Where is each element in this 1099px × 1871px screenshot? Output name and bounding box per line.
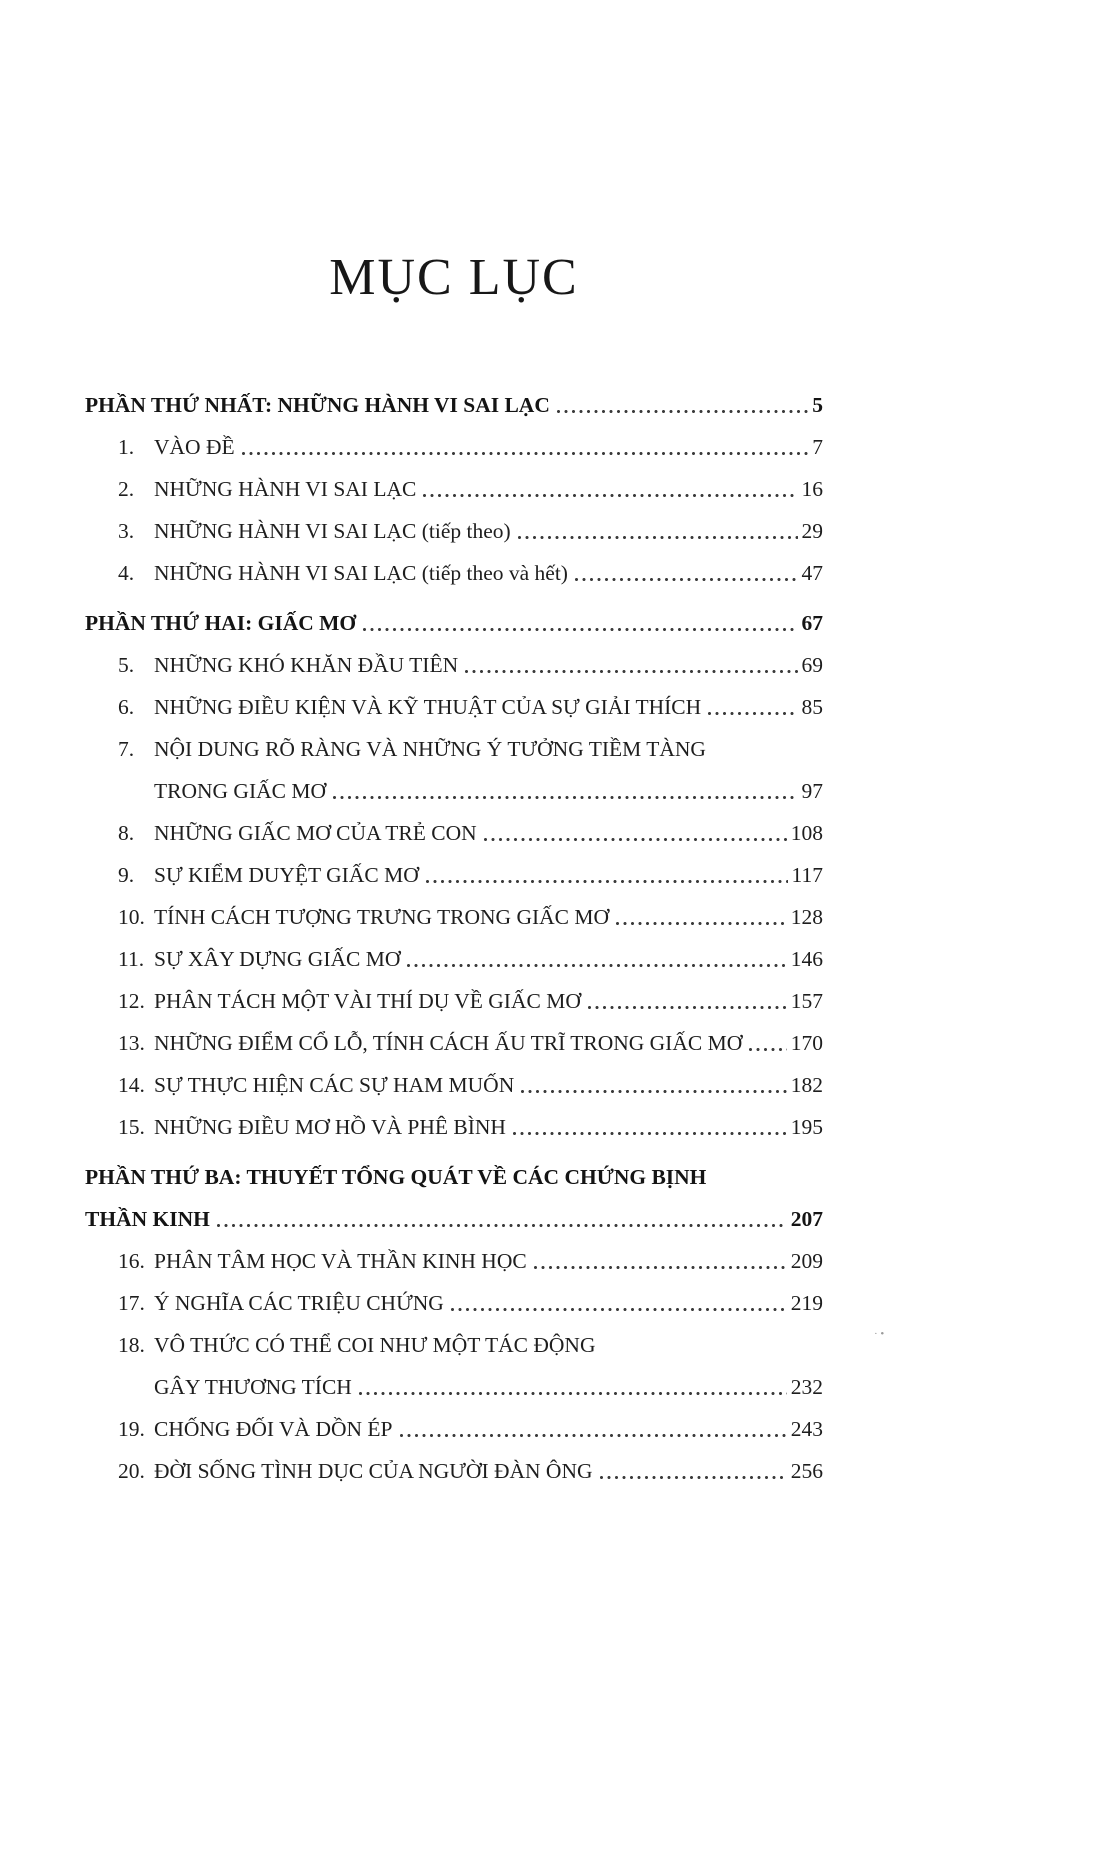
toc-item-title: CHỐNG ĐỐI VÀ DỒN ÉP (154, 1417, 393, 1441)
toc-item-number: 5. (118, 653, 135, 677)
toc-item-title: NỘI DUNG RÕ RÀNG VÀ NHỮNG Ý TƯỞNG TIỀM TÀNG (154, 737, 706, 761)
dot-leader (609, 902, 790, 932)
toc-item-title: VÔ THỨC CÓ THỂ COI NHƯ MỘT TÁC ĐỘNG (154, 1333, 596, 1357)
toc-item-title: NHỮNG HÀNH VI SAI LẠC (154, 477, 417, 501)
toc-page-number: 232 (790, 1375, 823, 1399)
toc-page-number: 69 (801, 653, 823, 677)
toc-item-number: 20. (118, 1459, 145, 1483)
dot-leader (235, 432, 812, 462)
toc-item-title: NHỮNG KHÓ KHĂN ĐẦU TIÊN (154, 653, 459, 677)
toc-item-title: SỰ THỰC HIỆN CÁC SỰ HAM MUỐN (154, 1073, 515, 1097)
toc-item-number: 7. (118, 737, 135, 761)
toc-item-number: 12. (118, 989, 145, 1013)
dot-leader (400, 944, 789, 974)
dot-leader (568, 558, 801, 588)
toc-section-title: PHẦN THỨ HAI: GIẤC MƠ (85, 611, 357, 635)
dot-leader (581, 986, 790, 1016)
toc-section-heading (85, 1204, 823, 1234)
toc-item-number: 10. (118, 905, 145, 929)
toc-item (85, 432, 823, 462)
toc-page-number: 256 (790, 1459, 823, 1483)
toc-item (85, 1112, 823, 1142)
dot-leader (701, 692, 800, 722)
toc-item-number: 1. (118, 435, 135, 459)
toc-item (85, 1288, 823, 1318)
toc-section-heading (85, 390, 823, 420)
toc-page-number: 29 (801, 519, 823, 543)
toc-item (85, 818, 823, 848)
toc-item (85, 986, 823, 1016)
toc-item-number: 19. (118, 1417, 145, 1441)
dot-leader (458, 650, 800, 680)
toc-item-title: NHỮNG ĐIỂM CỔ LỖ, TÍNH CÁCH ẤU TRĨ TRONG GIẤC MƠ (154, 1031, 743, 1055)
dot-leader (326, 776, 801, 806)
dot-leader (527, 1246, 790, 1276)
scan-artifact: · • (874, 1328, 885, 1340)
toc-page-number: 207 (790, 1207, 823, 1231)
toc-item-title: PHÂN TÁCH MỘT VÀI THÍ DỤ VỀ GIẤC MƠ (154, 989, 581, 1013)
toc-item (85, 1372, 823, 1402)
toc-page-number: 182 (790, 1073, 823, 1097)
toc-page-number: 97 (801, 779, 823, 803)
toc-item (85, 692, 823, 722)
toc-page-number: 170 (790, 1031, 823, 1055)
toc-item-title: Ý NGHĨA CÁC TRIỆU CHỨNG (154, 1291, 444, 1315)
dot-leader (593, 1456, 790, 1486)
toc-item-title: PHÂN TÂM HỌC VÀ THẦN KINH HỌC (154, 1249, 527, 1273)
dot-leader (550, 390, 811, 420)
dot-leader (356, 608, 800, 638)
toc-item-number: 14. (118, 1073, 145, 1097)
toc-item-title: NHỮNG HÀNH VI SAI LẠC (tiếp theo) (154, 519, 511, 543)
toc-section-title: PHẦN THỨ NHẤT: NHỮNG HÀNH VI SAI LẠC (85, 393, 550, 417)
toc-page-number: 47 (801, 561, 823, 585)
toc-item (85, 902, 823, 932)
dot-leader (514, 1070, 790, 1100)
dot-leader (477, 818, 790, 848)
dot-leader (419, 860, 791, 890)
toc-item-number: 4. (118, 561, 135, 585)
dot-leader (742, 1028, 790, 1058)
toc-page-number: 209 (790, 1249, 823, 1273)
toc-item (85, 776, 823, 806)
toc-page-number: 157 (790, 989, 823, 1013)
toc-page-number: 67 (801, 611, 823, 635)
toc-item-title: NHỮNG ĐIỀU KIỆN VÀ KỸ THUẬT CỦA SỰ GIẢI THÍCH (154, 695, 702, 719)
toc-page-number: 146 (790, 947, 823, 971)
toc-item-number: 8. (118, 821, 135, 845)
toc-page-number: 108 (790, 821, 823, 845)
toc-page-number: 5 (812, 393, 823, 417)
toc-item-number: 9. (118, 863, 135, 887)
toc-page-number: 195 (790, 1115, 823, 1139)
toc-item (85, 1028, 823, 1058)
toc-item (85, 474, 823, 504)
toc-item (85, 1070, 823, 1100)
toc-item-number: 13. (118, 1031, 145, 1055)
toc-page-number: 117 (791, 863, 823, 887)
toc-item-number: 18. (118, 1333, 145, 1357)
toc-item-number: 6. (118, 695, 135, 719)
toc-page-number: 85 (801, 695, 823, 719)
toc-item-title: ĐỜI SỐNG TÌNH DỤC CỦA NGƯỜI ĐÀN ÔNG (154, 1459, 593, 1483)
toc-item (85, 734, 823, 764)
dot-leader (506, 1112, 790, 1142)
toc-page-number: 219 (790, 1291, 823, 1315)
toc-section (85, 390, 823, 588)
dot-leader (393, 1414, 790, 1444)
toc-item-title: GÂY THƯƠNG TÍCH (154, 1375, 352, 1399)
toc-item-title: NHỮNG HÀNH VI SAI LẠC (tiếp theo và hết) (154, 561, 568, 585)
toc-item-number: 16. (118, 1249, 145, 1273)
toc-section (85, 1162, 823, 1486)
toc-item-title: SỰ KIỂM DUYỆT GIẤC MƠ (154, 863, 419, 887)
toc-item-number: 11. (118, 947, 145, 971)
toc-item-number: 17. (118, 1291, 145, 1315)
toc-item (85, 944, 823, 974)
toc-page-number: 243 (790, 1417, 823, 1441)
toc-item-title: NHỮNG GIẤC MƠ CỦA TRẺ CON (154, 821, 477, 845)
toc-page-number: 128 (790, 905, 823, 929)
toc-item (85, 1414, 823, 1444)
dot-leader (352, 1372, 790, 1402)
toc-page-number: 16 (801, 477, 823, 501)
toc-item (85, 1456, 823, 1486)
toc-section-title: PHẦN THỨ BA: THUYẾT TỔNG QUÁT VỀ CÁC CHỨNG BỊNH (85, 1165, 707, 1189)
toc-item (85, 516, 823, 546)
toc-item (85, 1246, 823, 1276)
dot-leader (444, 1288, 790, 1318)
toc-item (85, 558, 823, 588)
toc-section (85, 608, 823, 1142)
toc-item-number: 15. (118, 1115, 145, 1139)
toc-section-title: THẦN KINH (85, 1207, 210, 1231)
toc-item-title: TRONG GIẤC MƠ (154, 779, 326, 803)
toc-item-number: 3. (118, 519, 135, 543)
toc-section-heading (85, 1162, 823, 1192)
dot-leader (511, 516, 801, 546)
toc-item-number: 2. (118, 477, 135, 501)
dot-leader (416, 474, 800, 504)
toc-item-title: VÀO ĐỀ (154, 435, 235, 459)
toc (85, 390, 823, 1498)
toc-item (85, 1330, 823, 1360)
toc-item (85, 860, 823, 890)
toc-item-title: TÍNH CÁCH TƯỢNG TRƯNG TRONG GIẤC MƠ (154, 905, 610, 929)
dot-leader (210, 1204, 790, 1234)
page-title: MỤC LỤC (329, 249, 579, 306)
toc-item-title: SỰ XÂY DỰNG GIẤC MƠ (154, 947, 401, 971)
toc-page-number: 7 (812, 435, 823, 459)
toc-item-title: NHỮNG ĐIỀU MƠ HỒ VÀ PHÊ BÌNH (154, 1115, 506, 1139)
toc-item (85, 650, 823, 680)
toc-section-heading (85, 608, 823, 638)
